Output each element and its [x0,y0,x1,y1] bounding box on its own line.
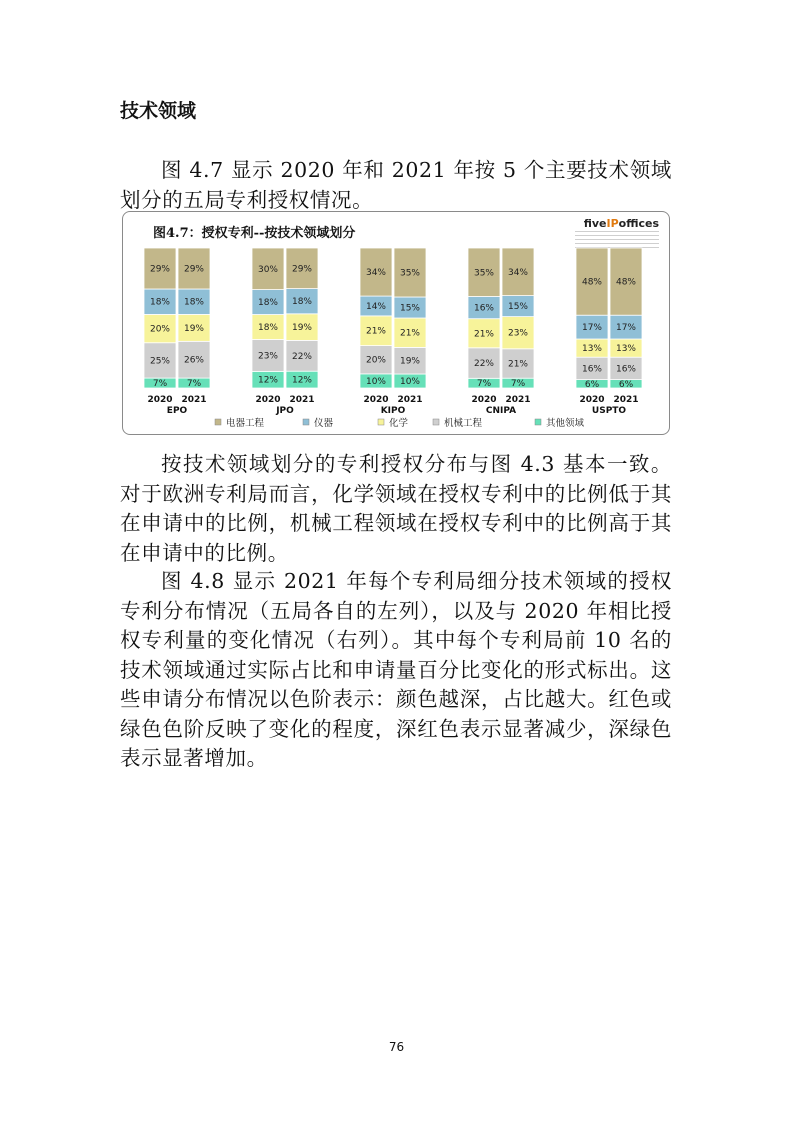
data-label: 10% [365,376,387,387]
year-tick-label: 2020 [147,395,173,405]
paragraph-3 [120,567,672,774]
data-label: 6% [584,379,600,390]
data-label: 12% [291,375,313,386]
year-tick-label: 2020 [255,395,281,405]
legend-label: 化学 [389,418,409,429]
paragraph-2 [120,450,672,568]
year-tick-label: 2021 [613,395,639,405]
office-tick-label: KIPO [380,406,406,416]
data-label: 18% [183,297,205,308]
data-label: 20% [365,355,387,366]
section-heading: 技术领域 [120,100,197,122]
year-tick-label: 2020 [471,395,497,405]
office-tick-label: CNIPA [485,406,517,416]
data-label: 21% [399,328,421,339]
data-label: 29% [291,264,313,275]
chart-title: 图4.7：授权专利--按技术领域划分 [153,226,356,241]
data-label: 22% [291,351,313,362]
data-label: 18% [257,323,279,334]
year-tick-label: 2020 [363,395,389,405]
data-label: 19% [291,323,313,334]
figure-4-7 [122,211,670,435]
data-label: 20% [149,324,171,335]
data-label: 21% [365,326,387,337]
data-label: 14% [365,301,387,312]
data-label: 29% [149,264,171,275]
data-label: 7% [510,379,526,390]
data-label: 23% [507,328,529,339]
year-tick-label: 2021 [397,395,423,405]
year-tick-label: 2021 [505,395,531,405]
brand-offices: offices [618,217,659,230]
paragraph-3-text: 图 4.8 显示 2021 年每个专利局细分技术领域的授权专利分布情况（五局各自的左列），以及与 2020 年相比授权专利量的变化情况（右列）。其中每个专利局前 10 名的技术领域通过实际占比和申请量百分比变化的形式标出。这些申请分布情况以色阶表示：颜色越深，占比越大。红色或绿色色阶反映了变化的程度，深红色表示显著减少，深绿色表示显著增加。 [120,569,672,770]
data-label: 16% [615,364,637,375]
data-label: 48% [615,277,637,288]
legend-label: 仪器 [314,418,334,429]
legend-swatch [378,419,384,425]
legend-swatch [535,419,541,425]
data-label: 48% [581,277,603,288]
brand-ip: IP [606,217,619,230]
brand-five: five [583,217,607,230]
data-label: 21% [507,359,529,370]
data-label: 15% [399,303,421,314]
data-label: 12% [257,375,279,386]
data-label: 22% [473,359,495,370]
office-tick-label: USPTO [591,406,627,416]
data-label: 18% [149,297,171,308]
data-label: 23% [257,351,279,362]
data-label: 17% [581,323,603,334]
data-label: 21% [473,329,495,340]
page-number: 76 [388,1040,405,1054]
legend-swatch [215,419,221,425]
legend-label: 电器工程 [226,418,265,429]
data-label: 34% [365,268,387,279]
data-label: 29% [183,264,205,275]
data-label: 26% [183,355,205,366]
data-label: 34% [507,267,529,278]
data-label: 15% [507,302,529,313]
data-label: 25% [149,356,171,367]
paragraph-1 [120,156,672,215]
data-label: 16% [581,364,603,375]
data-label: 7% [186,379,202,390]
year-tick-label: 2020 [579,395,605,405]
data-label: 13% [615,344,637,355]
data-label: 30% [257,264,279,275]
data-label: 6% [618,379,634,390]
data-label: 18% [257,298,279,309]
legend-swatch [433,419,439,425]
data-label: 18% [291,297,313,308]
year-tick-label: 2021 [289,395,315,405]
data-label: 7% [152,379,168,390]
paragraph-2-text: 按技术领域划分的专利授权分布与图 4.3 基本一致。对于欧洲专利局而言，化学领域在授权专利中的比例低于其在申请中的比例，机械工程领域在授权专利中的比例高于其在申请中的比例。 [120,452,672,565]
stacked-bar-chart [123,212,669,434]
data-label: 7% [476,379,492,390]
legend-label: 机械工程 [444,418,483,429]
data-label: 35% [399,268,421,279]
data-label: 13% [581,344,603,355]
data-label: 19% [399,356,421,367]
paragraph-1-text: 图 4.7 显示 2020 年和 2021 年按 5 个主要技术领域划分的五局专利授权情况。 [120,158,672,212]
office-tick-label: EPO [166,406,188,416]
data-label: 35% [473,268,495,279]
office-tick-label: JPO [276,406,294,416]
legend-swatch [303,419,309,425]
data-label: 16% [473,303,495,314]
data-label: 10% [399,377,421,387]
legend-label: 其他领域 [546,418,585,429]
year-tick-label: 2021 [181,395,207,405]
data-label: 17% [615,323,637,334]
data-label: 19% [183,323,205,334]
